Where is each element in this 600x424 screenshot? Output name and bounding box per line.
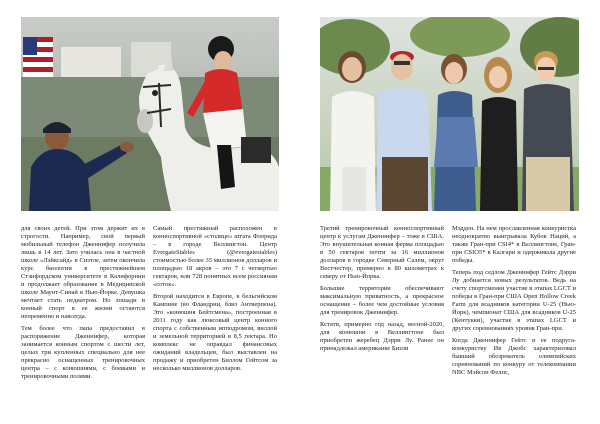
paragraph: Тем более что папа предоставил в распоряжение Дженнифер, которая занимается конным спортом с шести лет, целых три купленных специально для нее прекрасно оснащенных тренировочных центра – с конюшнями, с боевыми и тренировочными полями. <box>21 325 145 380</box>
paragraph: Третий тренировочный конноспортивный центр к услугам Дженнифер – тоже в США. Это внушительная конная ферма площадью в 50 гектаров почти за 16 миллионов долларов в городке Северный Салем, округ Вестчестер, примерно в 80 километрах к северу от Нью-Йорка. <box>320 225 444 280</box>
paragraph: Теперь под седлом Дженнифер Гейтс Дэрри Лу добиается новых результатов. Ведь на счету спортсменки участие в этапах LGCT и победы в Гран-при США Open Hollow Creek Farm для всадников категории U-25 (Нью-Йорк), чемпионат США для всадников U-25 (Кентукки), участие в этапах LGCT и других соревнованиях уровня Гран-при. <box>452 269 576 332</box>
paragraph: для своих детей. При этом держит их в строгости. Например, свой первый мобильный телефон Дженнифер получила лишь в 14 лет. Зато училась она в частной школе «Лэйксайд» в Сиэтле, затем окончила курс биологии в престижнейшем Стэнфордском университете в Калифорнии и продолжает образование в Медицинской школе Маунт-Синай в Нью-Йорке. Девушка мечтает стать педиатром. Но лошади и конный спорт в ее жизни остаются непременно и навсегда. <box>21 225 145 320</box>
paragraph: Самый престижный расположен в конноспортивной «столице» штата Флорида – в городе Веллингтон. Центр EvergateStables (@evergatestables) стоимостью более 35 миллионов долларов и площадью 18 акров – это 7 с четвертью гектаров, или 728 понятных всем россиянам «соток». <box>153 225 277 288</box>
paragraph: Когда Дженнифер Гейтс и ее подруга-конкуристку Ив Джобс характеризовал бывший обозреватель олимпийских соревнований по конкуру от телекомпании NBC Мэйсон Фелпс, <box>452 337 576 376</box>
left-column-1 <box>21 225 145 385</box>
paragraph: Кстати, примерно год назад, весной-2020, для конюшни в Веллингтоне был приобретен жеребец Дэрри Лу. Ранее он принадлежал американке Бизли <box>320 321 444 352</box>
right-column-1 <box>320 225 444 357</box>
paragraph: Мэдден. На нем прославленная конкуристка неоднократно выигрывала Кубок Наций, а также Гран-при CSI4* в Веллингтоне, Гран-при CSIO5* в Калгари и одерживала другие победы. <box>452 225 576 264</box>
equestrian-photo-icon <box>21 17 279 211</box>
family-group-photo-icon <box>320 17 579 211</box>
paragraph: Большие территории обеспечивают максимальную приватность, а прекрасное оснащение – более чем достойные условия для тренировок Дженнифер. <box>320 285 444 316</box>
family-group-photo <box>320 17 579 211</box>
right-page <box>300 0 600 424</box>
equestrian-photo <box>21 17 279 211</box>
left-column-2 <box>153 225 277 377</box>
right-column-2 <box>452 225 576 381</box>
paragraph: Второй находится в Европе, в бельгийском Кампине (во Фландрии, близ Антверпена). Это «конюшня Бейтсмена», построенная в 2011 году как люксовый центр конного спорта с собственным ипподромом, виллой и земельной территорией в 8,5 гектара. Но комплекс не оправдал финансовых ожиданий владельцев, был выставлен на продажу и приобретен Биллом Гейтсом за несколько миллионов долларов. <box>153 293 277 372</box>
